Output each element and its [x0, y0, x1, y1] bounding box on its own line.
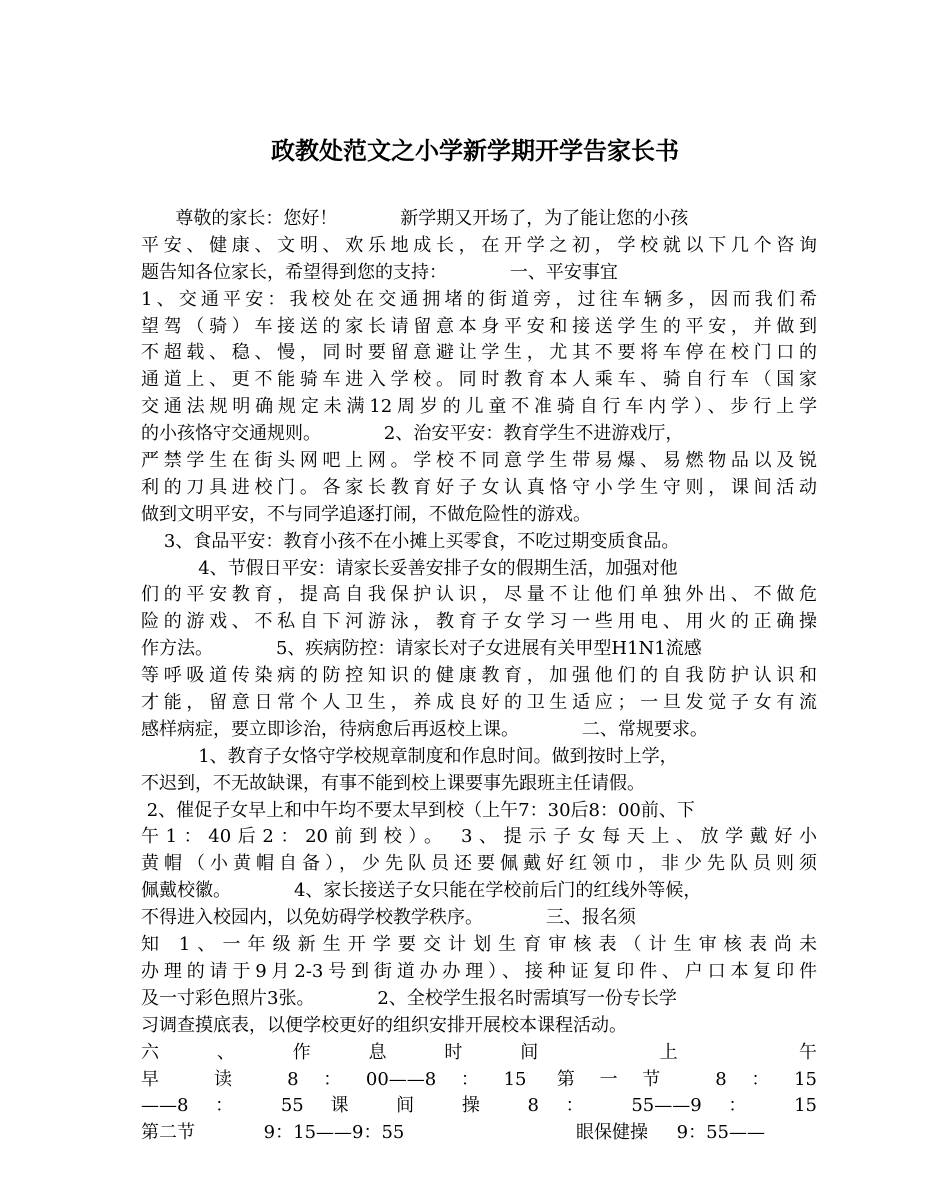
body-line: 1、教育子女恪守学校规章制度和作息时间。做到按时上学，: [141, 745, 678, 767]
body-line: 作方法。 5、疾病防控：请家长对子女进展有关甲型H1N1流感: [141, 638, 702, 660]
body-line: 险的游戏、不私自下河游泳，教育子女学习一些用电、用火的正确操: [141, 611, 817, 633]
body-line: 做到文明平安，不与同学追逐打闹，不做危险性的游戏。: [141, 503, 591, 525]
body-line: 望驾（骑）车接送的家长请留意本身平安和接送学生的平安，并做到: [141, 315, 817, 337]
body-line: 3、食品平安：教育小孩不在小摊上买零食，不吃过期变质食品。: [141, 530, 680, 552]
document-body: [141, 206, 817, 1147]
body-line: 2、催促子女早上和中午均不要太早到校（上午7：30后8：00前、下: [141, 799, 695, 821]
body-line: 4、节假日平安：请家长妥善安排子女的假期生活，加强对他: [141, 557, 678, 579]
body-line: 交通法规明确规定未满12周岁的儿童不准骑自行车内学）、步行上学: [141, 396, 817, 418]
body-line: 通道上、更不能骑车进入学校。同时教育本人乘车、骑自行车（国家: [141, 369, 817, 391]
body-line: 不迟到，不无故缺课，有事不能到校上课要事先跟班主任请假。: [141, 772, 645, 794]
body-line: 佩戴校徽。 4、家长接送子女只能在学校前后门的红线外等候，: [141, 880, 702, 902]
body-line: 知 1、一年级新生开学要交计划生育审核表（计生审核表尚未: [141, 934, 817, 956]
body-line: 六、作息时间 上 午: [141, 1041, 817, 1063]
body-line: 不得进入校园内，以免妨碍学校教学秩序。 三、报名须: [141, 907, 636, 929]
body-line: 平安、健康、文明、欢乐地成长，在开学之初，学校就以下几个咨询: [141, 234, 817, 256]
body-line: 办理的请于9月2-3号到街道办办理）、接种证复印件、户口本复印件: [141, 960, 817, 982]
body-line: 黄帽（小黄帽自备），少先队员还要佩戴好红领巾，非少先队员则须: [141, 853, 817, 875]
body-line: 第二节 9：15——9：55 眼保健操 9：55——: [141, 1122, 765, 1144]
body-line: 及一寸彩色照片3张。 2、全校学生报名时需填写一份专长学: [141, 987, 677, 1009]
body-line: 习调查摸底表，以便学校更好的组织安排开展校本课程活动。: [141, 1014, 627, 1036]
body-line: 严禁学生在街头网吧上网。学校不同意学生带易爆、易燃物品以及锐: [141, 450, 817, 472]
body-line: 等呼吸道传染病的防控知识的健康教育，加强他们的自我防护认识和: [141, 665, 817, 687]
body-line: 们的平安教育，提高自我保护认识，尽量不让他们单独外出、不做危: [141, 584, 817, 606]
body-line: 的小孩恪守交通规则。 2、治安平安：教育学生不进游戏厅，: [141, 423, 684, 445]
body-line: 早 读 8：00——8：15 第一节 8：15: [141, 1068, 817, 1090]
body-line: 1、交通平安：我校处在交通拥堵的街道旁，过往车辆多，因而我们希: [141, 288, 817, 310]
body-line: 才能，留意日常个人卫生，养成良好的卫生适应；一旦发觉子女有流: [141, 692, 817, 714]
body-line: ——8 ： 55 课 间 操 8 ： 55——9 ： 15: [141, 1095, 817, 1117]
body-line: 午1：40后2：20前到校）。 3、提示子女每天上、放学戴好小: [141, 826, 817, 848]
body-line: 利的刀具进校门。各家长教育好子女认真恪守小学生守则，课间活动: [141, 476, 817, 498]
body-line: 尊敬的家长：您好！ 新学期又开场了，为了能让您的小孩: [141, 208, 689, 229]
body-line: 感样病症，要立即诊治，待病愈后再返校上课。 二、常规要求。: [141, 718, 708, 740]
body-line: 题告知各位家长，希望得到您的支持： 一、平安事宜: [141, 261, 618, 283]
document-title: 政教处范文之小学新学期开学告家长书: [271, 136, 679, 165]
body-line: 不超载、稳、慢，同时要留意避让学生，尤其不要将车停在校门口的: [141, 342, 817, 364]
